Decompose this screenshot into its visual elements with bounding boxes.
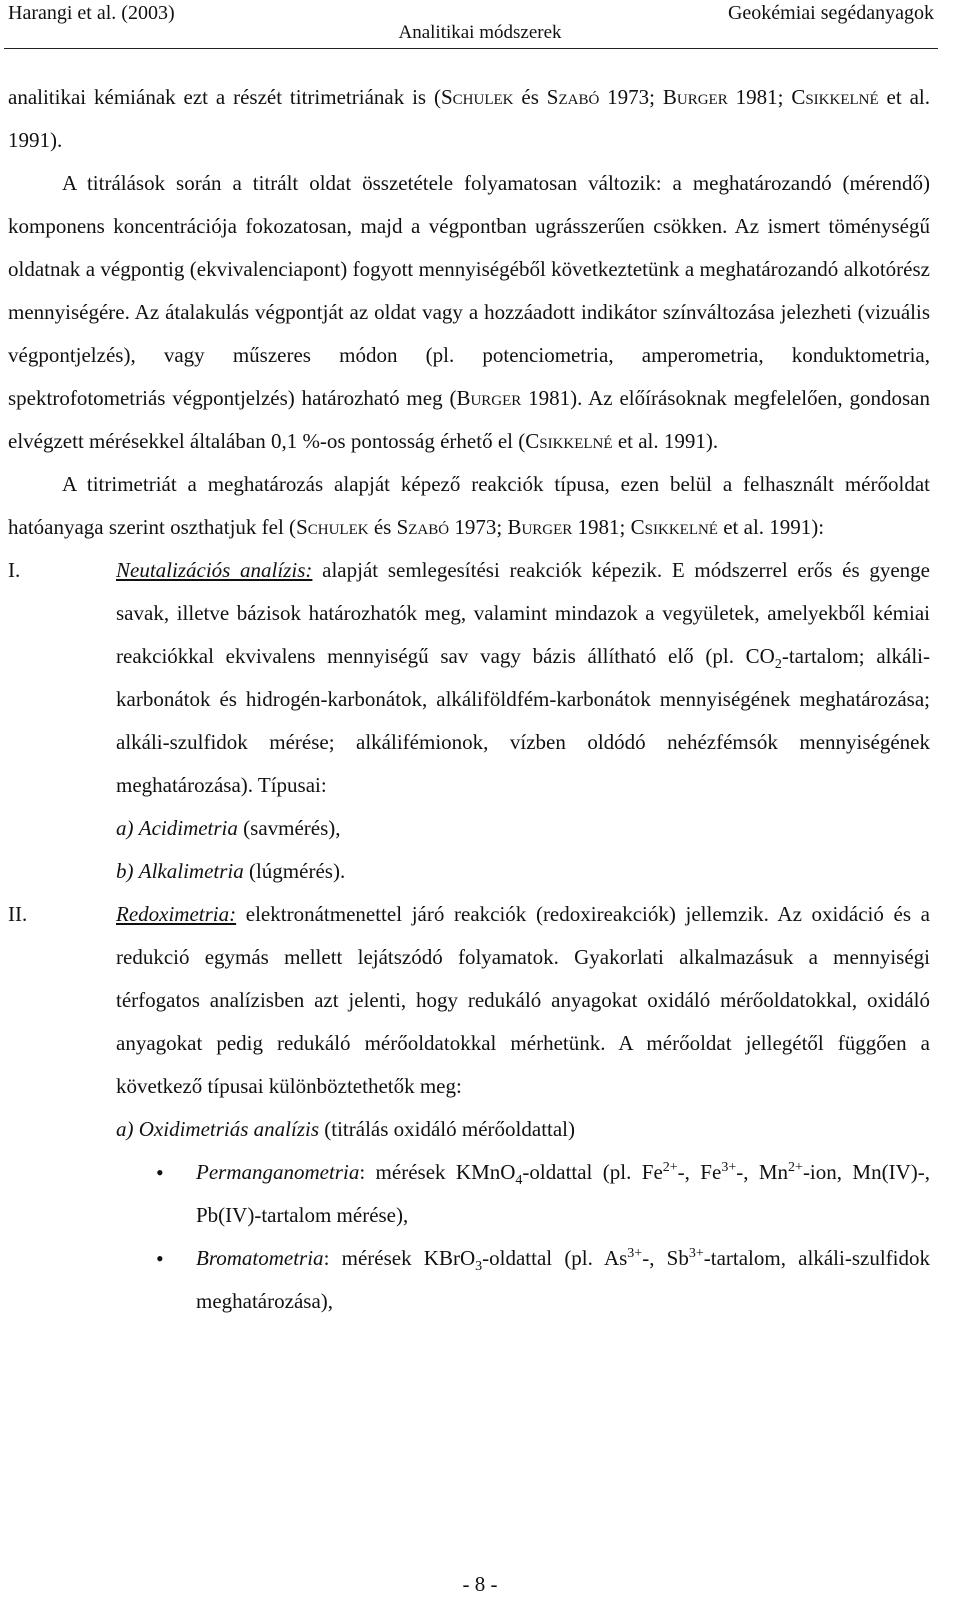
page-header [0, 0, 960, 50]
list-number: II. [8, 902, 28, 926]
bullet-permanganometria: • Permanganometria: mérések KMnO$_4$-oldattal (pl. $Fe^{2+}-$, $Fe^{3+}-$, $Mn^{2+}$-ion, Mn(IV)-, Pb(IV)-tartalom mérése), [196, 1151, 930, 1237]
header-title: Analitikai módszerek [398, 22, 562, 43]
paragraph-continuation: analitikai kémiának ezt a részét titrimetriának is (Schulek és Szabó 1973; Burger 1981; Csikkelné et al. 1991). [8, 85, 930, 152]
list-item-text: Redoximetria: elektronátmenettel járó reakciók (redoxireakciók) jellemzik. Az oxidáció és a redukció egymás mellett lejátszódó folyamatok. Gyakorlati alkalmazásuk a mennyiségi térfogatos analízisben azt jelenti, hogy redukáló anyagokat oxidáló mérőoldatokkal, oxidáló anyagokat pedig redukáló mérőoldatokkal mérhetünk. A mérőoldat jellegétől függően a következő típusai különböztethetők meg: [116, 902, 930, 1098]
header-subject: Geokémiai segédanyagok [727, 2, 934, 24]
subtype-alkalimetria: b) Alkalimetria (lúgmérés). [116, 859, 346, 883]
list-item-neutralization [8, 549, 930, 893]
page-number: - 8 - [462, 1572, 498, 1596]
header-authors: Harangi et al. (2003) [8, 2, 175, 24]
list-item-redoximetry [8, 893, 930, 1323]
header-rule [4, 48, 938, 49]
paragraph-classification: A titrimetriát a meghatározás alapját képező reakciók típusa, ezen belül a felhasznált mérőoldat hatóanyaga szerint oszthatjuk fel (Schulek és Szabó 1973; Burger 1981; Csikkelné et al. 1991): [8, 472, 930, 539]
subtype-oxidimetry: a) Oxidimetriás analízis (titrálás oxidáló mérőoldattal) [116, 1117, 576, 1141]
paragraph-titration: A titrálások során a titrált oldat összetétele folyamatosan változik: a meghatározandó (mérendő) komponens koncentrációja fokozatosan, majd a végpontban ugrásszerűen csökken. Az ismert töménységű oldatnak a végpontig (ekvivalenciapont) fogyott mennyiségéből következtetünk a meghatározandó alkotórész mennyiségére. Az átalakulás végpontját az oldat vagy a hozzáadott indikátor színváltozása jelezheti (vizuális végpontjelzés), vagy műszeres módon (pl. potenciometria, amperometria, konduktometria, spektrofotometriás végpontjelzés) határozható meg (Burger 1981). Az előírásoknak megfelelően, gondosan elvégzett mérésekkel általában 0,1 %-os pontosság érhető el (Csikkelné et al. 1991). [8, 171, 930, 453]
page-body [8, 76, 930, 1323]
list-number: I. [8, 558, 21, 582]
subtype-acidimetria: a) Acidimetria (savmérés), [116, 816, 341, 840]
list-item-text: Neutalizációs analízis: alapját semlegesítési reakciók képezik. E módszerrel erős és gyenge savak, illetve bázisok határozhatók meg, valamint mindazok a vegyületek, amelyekből kémiai reakciókkal ekvivalens mennyiségű sav vagy bázis állítható elő (pl. $CO_2$-tartalom; alkáli-karbonátok és hidrogén-karbonátok, alkáliföldfém-karbonátok mennyiségének meghatározása; alkáli-szulfidok mérése; alkálifémionok, vízben oldódó nehézfémsók mennyiségének meghatározása). Típusai: [116, 558, 930, 797]
oxidimetry-methods [116, 1151, 930, 1323]
term-redoximetry: Redoximetria: [116, 902, 237, 926]
bullet-bromatometria: • Bromatometria: mérések KBrO$_3$-oldattal (pl. $As^{3+}-$, $Sb^{3+}$-tartalom, alkáli-szulfidok meghatározása), [196, 1237, 930, 1323]
term-neutralization: Neutalizációs analízis: [116, 558, 313, 582]
